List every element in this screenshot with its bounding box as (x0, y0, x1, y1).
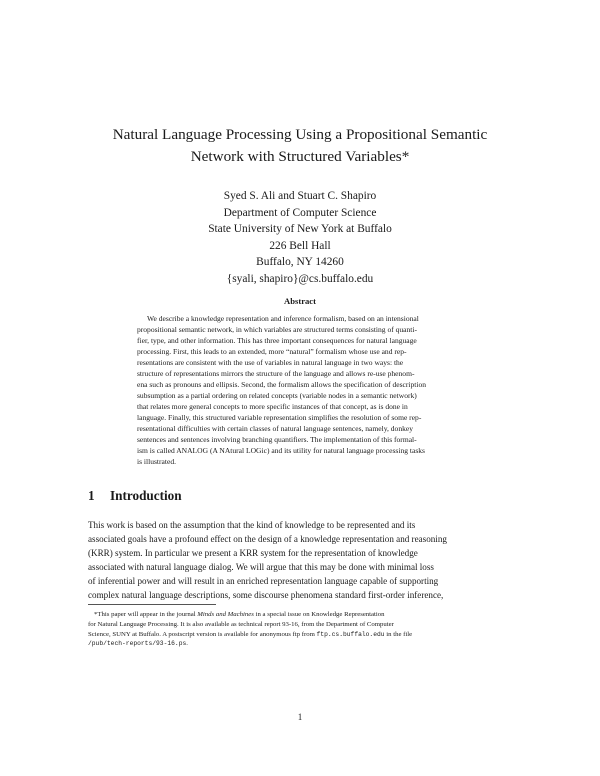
page-number: 1 (297, 712, 303, 722)
paper-title (90, 124, 510, 168)
footnote-line-4 (88, 639, 520, 649)
ftp-path: /pub/tech-reports/93-16.ps (88, 640, 187, 648)
author-city: Buffalo, NY 14260 (256, 256, 344, 268)
body-line: associated goals have a profound effect on the design of a knowledge representation and reasoning (88, 534, 447, 545)
body-line: This work is based on the assumption that the kind of knowledge to be represented and its (88, 520, 416, 530)
abstract-line: is illustrated. (137, 457, 176, 466)
title-line-2: Network with Structured Variables* (190, 148, 410, 165)
body-line: (KRR) system. In particular we present a KRR system for the representation of knowledge (88, 548, 418, 559)
abstract-line: that relates more general concepts to more specific instances of that concept, as is done in (137, 402, 408, 411)
section-heading (88, 488, 518, 504)
abstract-heading: Abstract (284, 296, 316, 306)
title-line-1: Natural Language Processing Using a Propositional Semantic (112, 126, 488, 143)
author-building: 226 Bell Hall (269, 239, 331, 252)
journal-name: Minds and Machines (197, 611, 254, 618)
abstract-line: propositional semantic network, in which variables are structured terms consisting of quanti- (137, 325, 418, 334)
abstract-line: fier, type, and other information. This has three important consequences for natural language (137, 336, 417, 345)
body-line: complex natural language descriptions, some discourse phenomena standard first-order inference, (88, 590, 444, 601)
footnote-line-2: for Natural Language Processing. It is also available as technical report 93-16, from the Department of Computer (88, 620, 394, 628)
author-block (120, 188, 480, 287)
abstract-line: subsumption as a partial ordering on related concepts (variable nodes in a semantic network) (137, 391, 417, 400)
abstract-line: resentations are consistent with the use of variables in natural language in two ways: the (137, 358, 404, 367)
footnote-text: in a special issue on Knowledge Representation (253, 611, 385, 618)
abstract-line: language. Finally, this structured variable representation simplifies the resolution of some rep- (137, 413, 422, 422)
ftp-host: ftp.cs.buffalo.edu (316, 630, 385, 638)
footnote-line-1 (88, 610, 520, 620)
author-names: Syed S. Ali and Stuart C. Shapiro (223, 190, 377, 202)
author-university: State University of New York at Buffalo (208, 223, 392, 235)
abstract-body (137, 313, 465, 467)
footnote-rule (88, 604, 216, 605)
intro-paragraph (88, 518, 518, 603)
author-department: Department of Computer Science (223, 206, 377, 219)
abstract-line: structure of representations mirrors the structure of the language and allows re-use phenom- (137, 369, 415, 378)
footnote-text: . (186, 640, 188, 648)
footnote (88, 610, 520, 649)
body-line: associated with natural language dialog. We will argue that this may be done with minimal loss (88, 562, 434, 573)
abstract-line: ena such as pronouns and ellipsis. Second, the formalism allows the specification of description (137, 380, 427, 389)
footnote-text: in the file (384, 630, 413, 638)
section-title: Introduction (110, 488, 182, 503)
section-number: 1 (88, 488, 95, 503)
abstract-line: ism is called ANALOG (A NAtural LOGic) and its utility for natural language processing tasks (137, 446, 425, 455)
footnote-text: *This paper will appear in the journal (94, 611, 198, 618)
author-email: {syali, shapiro}@cs.buffalo.edu (226, 272, 374, 285)
footnote-text: Science, SUNY at Buffalo. A postscript version is available for anonymous ftp from (88, 630, 317, 638)
footnote-line-3 (88, 630, 520, 640)
body-line: of inferential power and will result in an enriched representation language capable of supporting (88, 576, 439, 587)
abstract-line: processing. First, this leads to an extended, more “natural” formalism whose use and rep- (137, 347, 407, 356)
abstract-line: sentences and sentences involving branching quantifiers. The implementation of this formal- (137, 435, 417, 444)
abstract-line: resentational difficulties with certain classes of natural language sentences, namely, donkey (137, 424, 413, 433)
abstract-line: We describe a knowledge representation and inference formalism, based on an intensional (147, 314, 419, 323)
